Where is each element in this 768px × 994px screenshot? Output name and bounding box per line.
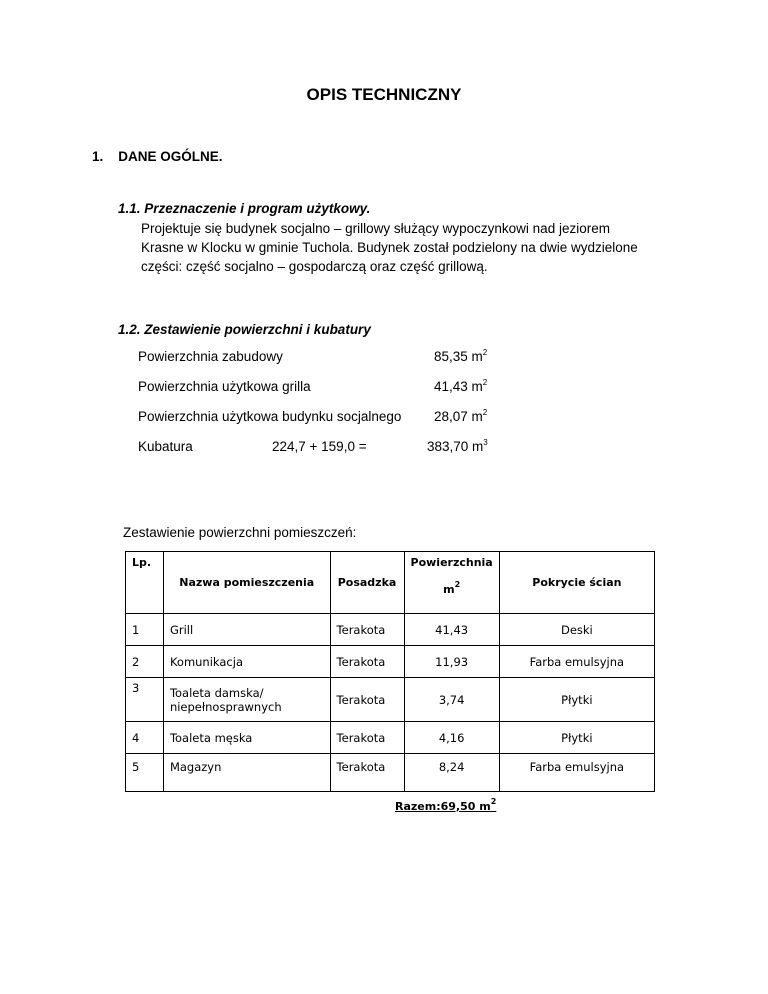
table-row bbox=[126, 754, 655, 792]
cell-name: Toaleta damska/ niepełnosprawnych bbox=[163, 678, 330, 722]
cell-lp: 3 bbox=[126, 678, 164, 722]
cell-walls: Farba emulsyjna bbox=[499, 646, 654, 678]
cell-name: Grill bbox=[163, 614, 330, 646]
cell-area: 11,93 bbox=[404, 646, 499, 678]
area-value-zabudowy: 85,35 $m^2$ bbox=[434, 348, 488, 364]
volume-value: 383,70 $m^3$ bbox=[427, 438, 488, 454]
section-1-2-heading: 1.2. Zestawienie powierzchni i kubatury bbox=[118, 322, 371, 337]
cell-area: 4,16 bbox=[404, 722, 499, 754]
section-1-title: DANE OGÓLNE. bbox=[118, 149, 223, 164]
cell-area: 8,24 bbox=[404, 754, 499, 792]
header-name: Nazwa pomieszczenia bbox=[163, 552, 330, 614]
cell-walls: Płytki bbox=[499, 678, 654, 722]
volume-formula: 224,7 + 159,0 = bbox=[272, 439, 367, 454]
section-1-number: 1. bbox=[92, 149, 104, 164]
area-label-zabudowy: Powierzchnia zabudowy bbox=[138, 349, 283, 364]
cell-floor: Terakota bbox=[330, 678, 404, 722]
paragraph-line: części: część socjalno – gospodarczą oraz część grillową. bbox=[141, 259, 488, 274]
cell-lp: 5 bbox=[126, 754, 164, 792]
cell-area: 3,74 bbox=[404, 678, 499, 722]
cell-lp: 1 bbox=[126, 614, 164, 646]
cell-name: Toaleta męska bbox=[163, 722, 330, 754]
header-lp: Lp. bbox=[126, 552, 164, 614]
cell-area: 41,43 bbox=[404, 614, 499, 646]
section-1-1-paragraph bbox=[141, 219, 661, 276]
cell-floor: Terakota bbox=[330, 722, 404, 754]
section-1-1-heading: 1.1. Przeznaczenie i program użytkowy. bbox=[118, 201, 371, 216]
header-walls: Pokrycie ścian bbox=[499, 552, 654, 614]
header-area: Powierzchnia $m^2$ bbox=[404, 552, 499, 614]
document-title: OPIS TECHNICZNY bbox=[306, 85, 462, 104]
table-row bbox=[126, 678, 655, 722]
area-value-grill: 41,43 $m^2$ bbox=[434, 378, 488, 394]
section-1-heading bbox=[92, 149, 223, 164]
volume-label: Kubatura bbox=[138, 439, 193, 454]
cell-name: Komunikacja bbox=[163, 646, 330, 678]
rooms-table bbox=[125, 551, 655, 792]
table-row bbox=[126, 722, 655, 754]
paragraph-line: Projektuje się budynek socjalno – grillowy służący wypoczynkowi nad jeziorem bbox=[141, 221, 610, 236]
cell-lp: 2 bbox=[126, 646, 164, 678]
cell-walls: Farba emulsyjna bbox=[499, 754, 654, 792]
cell-name: Magazyn bbox=[163, 754, 330, 792]
table-header-row bbox=[126, 552, 655, 614]
rooms-caption: Zestawienie powierzchni pomieszczeń: bbox=[123, 525, 357, 540]
area-value-social: 28,07 $m^2$ bbox=[434, 408, 488, 424]
area-label-social: Powierzchnia użytkowa budynku socjalnego bbox=[138, 409, 402, 424]
cell-walls: Płytki bbox=[499, 722, 654, 754]
rooms-total: Razem:69,50 $m^2$ bbox=[395, 797, 497, 813]
table-row bbox=[126, 646, 655, 678]
table-row bbox=[126, 614, 655, 646]
header-floor: Posadzka bbox=[330, 552, 404, 614]
paragraph-line: Krasne w Klocku w gminie Tuchola. Budynek został podzielony na dwie wydzielone bbox=[141, 240, 638, 255]
area-label-grill: Powierzchnia użytkowa grilla bbox=[138, 379, 311, 394]
cell-floor: Terakota bbox=[330, 646, 404, 678]
cell-walls: Deski bbox=[499, 614, 654, 646]
cell-floor: Terakota bbox=[330, 754, 404, 792]
cell-floor: Terakota bbox=[330, 614, 404, 646]
cell-lp: 4 bbox=[126, 722, 164, 754]
